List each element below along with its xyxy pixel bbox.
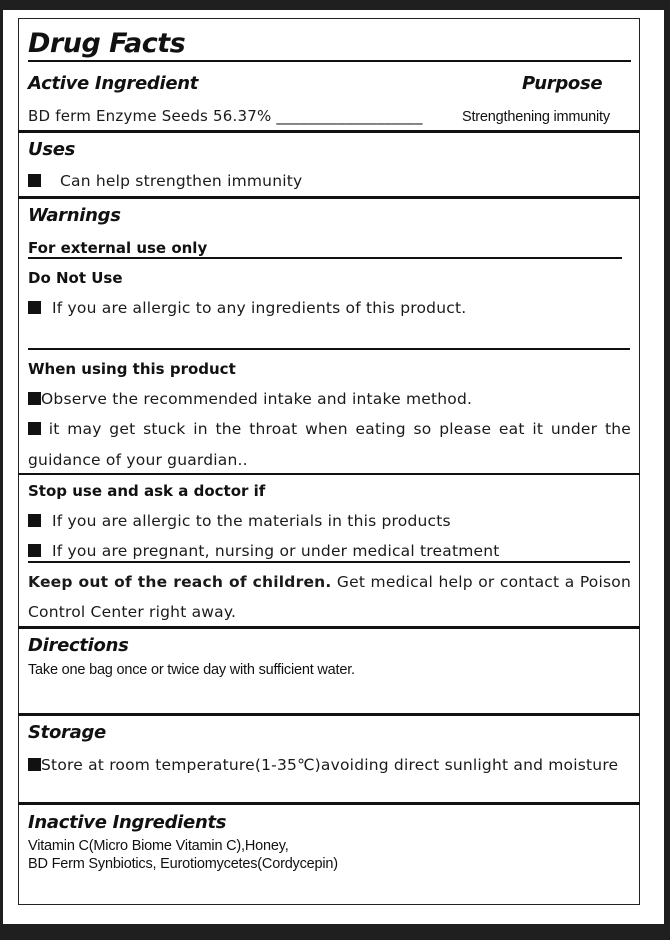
section-divider [18, 802, 640, 805]
storage-text: Store at room temperature(1-35℃)avoiding direct sunlight and moisture [41, 756, 619, 774]
do-not-use-divider [28, 348, 630, 350]
when-using-heading: When using this product [28, 360, 236, 378]
stop-use-item [28, 542, 500, 560]
purpose-value: Strengthening immunity [462, 109, 610, 125]
bullet-icon [28, 544, 41, 557]
inactive-ingredients-line: BD Ferm Synbiotics, Eurotiomycetes(Cordycepin) [28, 856, 338, 872]
directions-heading: Directions [28, 635, 129, 656]
directions-text: Take one bag once or twice day with sufficient water. [28, 662, 355, 678]
keep-out-text [28, 573, 631, 591]
stop-use-item [28, 512, 451, 530]
when-using-item [28, 390, 472, 408]
title-underline [28, 60, 631, 62]
inactive-ingredients-heading: Inactive Ingredients [28, 812, 227, 833]
external-use-text: For external use only [28, 239, 208, 257]
external-use-underline [28, 257, 622, 259]
bullet-icon [28, 422, 41, 435]
section-divider [18, 626, 640, 629]
keep-out-body: Get medical help or contact a Poison [336, 573, 631, 591]
section-divider [18, 473, 640, 475]
purpose-heading: Purpose [522, 73, 603, 94]
warnings-heading: Warnings [28, 205, 121, 226]
bullet-icon [28, 301, 41, 314]
do-not-use-item [28, 299, 466, 317]
active-ingredient-value: BD ferm Enzyme Seeds 56.37% ___________________ [28, 107, 423, 125]
stop-use-item-text: If you are allergic to the materials in this products [52, 512, 451, 530]
bullet-icon [28, 174, 41, 187]
do-not-use-heading: Do Not Use [28, 269, 123, 287]
do-not-use-item-text: If you are allergic to any ingredients of this product. [52, 299, 467, 317]
bullet-icon [28, 392, 41, 405]
stop-use-heading: Stop use and ask a doctor if [28, 482, 266, 500]
stop-use-item-text: If you are pregnant, nursing or under medical treatment [52, 542, 500, 560]
section-divider [18, 196, 640, 199]
when-using-item-text: it may get stuck in the throat when eating so please eat it under the [48, 420, 631, 438]
active-ingredient-heading: Active Ingredient [28, 73, 199, 94]
keep-out-bold: Keep out of the reach of children. [28, 573, 332, 591]
section-divider [18, 130, 640, 133]
when-using-item-continued: guidance of your guardian.. [28, 451, 248, 469]
keep-out-text-continued: Control Center right away. [28, 603, 237, 621]
storage-heading: Storage [28, 722, 106, 743]
uses-heading: Uses [28, 139, 76, 160]
storage-item [28, 756, 618, 774]
when-using-item-text: Observe the recommended intake and intake method. [41, 390, 473, 408]
inactive-ingredients-line: Vitamin C(Micro Biome Vitamin C),Honey, [28, 838, 289, 854]
stop-use-underline [28, 561, 630, 563]
bullet-icon [28, 514, 41, 527]
section-divider [18, 713, 640, 716]
uses-item-text: Can help strengthen immunity [60, 172, 303, 190]
uses-item [28, 172, 302, 190]
bullet-icon [28, 758, 41, 771]
when-using-item [28, 420, 631, 438]
page-title: Drug Facts [28, 28, 186, 59]
